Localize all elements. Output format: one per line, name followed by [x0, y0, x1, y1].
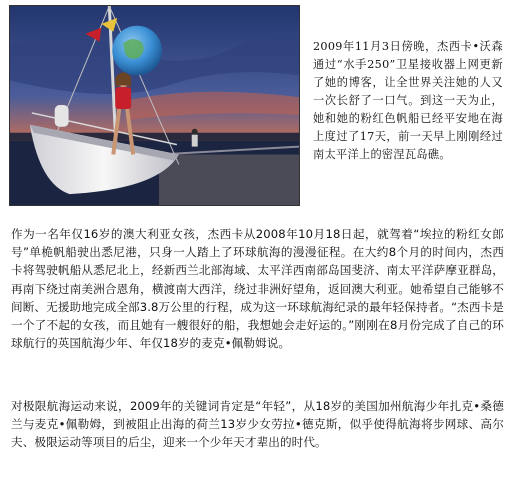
person — [192, 129, 198, 135]
dock — [159, 155, 299, 205]
person — [192, 135, 198, 147]
sailing-photo — [9, 5, 300, 206]
body-paragraph-1: 作为一名年仅16岁的澳大利亚女孩，杰西卡从2008年10月18日起，就驾着“埃拉的粉红女郎号”单桅帆船驶出悉尼港，只身一人踏上了环球航海的漫漫征程。在大约8个月的时间内，杰西卡将驾驶帆船从悉尼北上，经新西兰北部海域、太平洋西南部岛国斐济、南太平洋萨摩亚群岛，再南下绕过南美洲合恩角，横渡南大西洋，绕过非洲好望角，返回澳大利亚。她希望自己能够不间断、无援助地完成全部3.8万公里的行程，成为这一环球航海纪录的最年轻保持者。“杰西卡是一个了不起的女孩，而且她有一艘很好的船，我想她会走好运的。”刚刚在8月份完成了自己的环球航行的英国航海少年、年仅18岁的麦克•佩勒姆说。 — [11, 227, 504, 351]
sailing-photo-illustration — [10, 6, 299, 205]
sailor-top — [115, 87, 131, 109]
buoy — [55, 105, 69, 127]
photo-caption: 2009年11月3日傍晚，杰西卡•沃森通过“水手250”卫星接收器上网更新了她的博客，让全世界关注她的人又一次长舒了一口气。到这一天为止，她和她的粉红色帆船已经平安地在海上度过了17天，前一天早上刚刚经过南太平洋上的密涅瓦岛礁。 — [313, 40, 503, 161]
body-paragraph-2: 对极限航海运动来说，2009年的关键词肯定是“年轻”，从18岁的美国加州航海少年扎克•桑德兰与麦克•佩勒姆，到被阻止出海的荷兰13岁少女劳拉•德克斯，似乎使得航海将步网球、高尔夫、极限运动等项目的后尘，迎来一个少年天才辈出的时代。 — [11, 399, 504, 450]
